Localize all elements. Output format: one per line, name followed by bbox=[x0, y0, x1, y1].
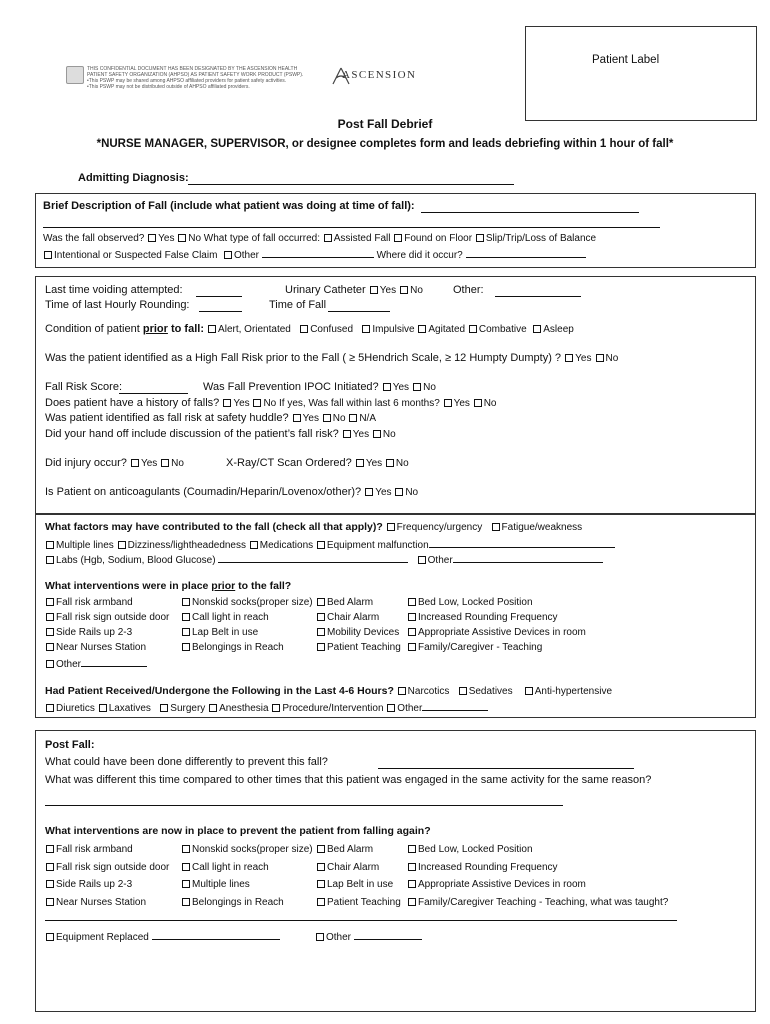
intervention-checkbox[interactable] bbox=[317, 628, 325, 636]
intervention-checkbox[interactable] bbox=[317, 898, 325, 906]
intervention-label: Appropriate Assistive Devices in room bbox=[418, 627, 586, 638]
other-label: Other bbox=[427, 555, 453, 566]
intervention-option[interactable] bbox=[181, 878, 250, 891]
equipment-replaced-checkbox[interactable] bbox=[46, 933, 54, 941]
intervention-checkbox[interactable] bbox=[182, 898, 190, 906]
anticoag-row bbox=[45, 486, 418, 499]
sedatives-label: Sedatives bbox=[468, 686, 513, 697]
patient-label-box bbox=[525, 26, 757, 121]
intervention-label: Increased Rounding Frequency bbox=[418, 861, 558, 873]
intervention-checkbox[interactable] bbox=[46, 613, 54, 621]
intervention-checkbox[interactable] bbox=[182, 863, 190, 871]
other-fall-type-checkbox[interactable] bbox=[224, 251, 232, 259]
intervention-checkbox[interactable] bbox=[317, 613, 325, 621]
intervention-checkbox[interactable] bbox=[182, 628, 190, 636]
equipment-field[interactable] bbox=[429, 537, 615, 548]
yes-label: Yes bbox=[575, 353, 592, 364]
history-row bbox=[45, 397, 497, 410]
equipment-checkbox[interactable] bbox=[317, 541, 325, 549]
risk-score-field[interactable] bbox=[119, 393, 188, 394]
intervention-checkbox[interactable] bbox=[408, 845, 416, 853]
no-label: No bbox=[483, 398, 497, 409]
where-occur-label: Where did it occur? bbox=[376, 250, 463, 261]
no-label: No bbox=[332, 413, 346, 424]
intervention-label: Fall risk sign outside door bbox=[56, 612, 170, 623]
huddle-yes-checkbox[interactable] bbox=[293, 414, 301, 422]
intervention-option[interactable] bbox=[45, 896, 146, 909]
surgery-label: Surgery bbox=[170, 703, 206, 714]
other-factor-field[interactable] bbox=[453, 552, 603, 563]
combative-checkbox[interactable] bbox=[469, 325, 477, 333]
now-in-place-label: What interventions are now in place to prevent the patient from falling again? bbox=[45, 825, 431, 837]
intervention-option[interactable] bbox=[181, 896, 284, 909]
ipoc-row bbox=[203, 381, 436, 394]
voiding-label: Last time voiding attempted: bbox=[45, 284, 183, 296]
received-row bbox=[45, 685, 612, 698]
intervention-checkbox[interactable] bbox=[317, 598, 325, 606]
catheter-other-field[interactable] bbox=[495, 296, 581, 297]
intervention-label: Fall risk armband bbox=[56, 597, 133, 608]
rounding-label: Time of last Hourly Rounding: bbox=[45, 299, 190, 311]
intervention-label: Lap Belt in use bbox=[192, 627, 259, 638]
intervention-label: Side Rails up 2-3 bbox=[56, 879, 133, 890]
within-6-yes-checkbox[interactable] bbox=[444, 399, 452, 407]
intervention-label: Bed Low, Locked Position bbox=[418, 844, 533, 855]
fatigue-label: Fatigue/weakness bbox=[501, 522, 583, 533]
intervention-checkbox[interactable] bbox=[46, 628, 54, 636]
other-label: Other bbox=[397, 703, 423, 714]
intervention-label: Bed Alarm bbox=[327, 597, 374, 608]
intervention-option[interactable] bbox=[45, 843, 133, 856]
equipment-label: Equipment malfunction bbox=[326, 540, 429, 551]
surgery-checkbox[interactable] bbox=[160, 704, 168, 712]
dizziness-checkbox[interactable] bbox=[118, 541, 126, 549]
intervention-option[interactable] bbox=[45, 611, 169, 624]
sedatives-checkbox[interactable] bbox=[459, 687, 467, 695]
intervention-checkbox[interactable] bbox=[317, 845, 325, 853]
intervention-label: Mobility Devices bbox=[327, 627, 400, 638]
intervention-checkbox[interactable] bbox=[408, 628, 416, 636]
fatigue-checkbox[interactable] bbox=[492, 523, 500, 531]
agitated-label: Agitated bbox=[428, 324, 466, 335]
injury-label: Did injury occur? bbox=[45, 457, 127, 469]
brief-description-label: Brief Description of Fall (include what patient was doing at time of fall): bbox=[43, 200, 415, 212]
other-now-checkbox[interactable] bbox=[316, 933, 324, 941]
intervention-option[interactable] bbox=[407, 611, 558, 624]
other-now-row bbox=[315, 929, 422, 944]
factors-label: What factors may have contributed to the fall (check all that apply)? bbox=[45, 521, 383, 533]
intervention-option[interactable] bbox=[181, 596, 313, 609]
intervention-option[interactable] bbox=[45, 861, 169, 874]
post-fall-label: Post Fall: bbox=[45, 739, 95, 751]
fall-observed-label: Was the fall observed? bbox=[43, 233, 145, 244]
intervention-checkbox[interactable] bbox=[408, 598, 416, 606]
yes-label: Yes bbox=[453, 398, 470, 409]
intervention-option[interactable] bbox=[316, 641, 401, 654]
found-on-floor-checkbox[interactable] bbox=[394, 234, 402, 242]
high-risk-row bbox=[45, 352, 618, 365]
intervention-label: Patient Teaching bbox=[327, 642, 401, 653]
slip-trip-checkbox[interactable] bbox=[476, 234, 484, 242]
medications-checkbox[interactable] bbox=[250, 541, 258, 549]
intervention-option[interactable] bbox=[407, 843, 533, 856]
yes-label: Yes bbox=[392, 382, 410, 393]
fall-type-label: No What type of fall occurred: bbox=[188, 233, 320, 244]
intervention-label: Nonskid socks(proper size) bbox=[192, 597, 313, 608]
huddle-na-checkbox[interactable] bbox=[349, 414, 357, 422]
diuretics-checkbox[interactable] bbox=[46, 704, 54, 712]
impulsive-checkbox[interactable] bbox=[362, 325, 370, 333]
equipment-replaced-label: Equipment Replaced bbox=[56, 932, 149, 943]
agitated-checkbox[interactable] bbox=[418, 325, 426, 333]
intervention-option[interactable] bbox=[316, 626, 399, 639]
intervention-label: Fall risk armband bbox=[56, 844, 133, 855]
intervention-checkbox[interactable] bbox=[317, 643, 325, 651]
yes-label: Yes bbox=[302, 413, 319, 424]
time-of-fall-field[interactable] bbox=[328, 311, 390, 312]
intervention-label: Bed Low, Locked Position bbox=[418, 597, 533, 608]
received-row2 bbox=[45, 700, 488, 715]
catheter-yes-checkbox[interactable] bbox=[370, 286, 378, 294]
intervention-option[interactable] bbox=[45, 641, 146, 654]
no-label: No bbox=[410, 285, 423, 296]
intervention-option[interactable] bbox=[316, 896, 401, 909]
confused-label: Confused bbox=[310, 324, 354, 335]
intervention-option[interactable] bbox=[407, 896, 668, 909]
other-received-field[interactable] bbox=[422, 700, 488, 711]
intervention-label: Nonskid socks(proper size) bbox=[192, 844, 313, 855]
intervention-option[interactable] bbox=[316, 878, 393, 891]
alert-checkbox[interactable] bbox=[208, 325, 216, 333]
intervention-option[interactable] bbox=[45, 878, 132, 891]
brief-description-field-line2[interactable] bbox=[43, 227, 660, 228]
other-prior-checkbox[interactable] bbox=[46, 660, 54, 668]
form-subtitle: *NURSE MANAGER, SUPERVISOR, or designee completes form and leads debriefing within 1 hour of fall* bbox=[96, 138, 674, 150]
interventions-prior-row bbox=[45, 580, 291, 593]
intervention-checkbox[interactable] bbox=[317, 863, 325, 871]
intervention-label: Bed Alarm bbox=[327, 844, 374, 855]
intentional-checkbox[interactable] bbox=[44, 251, 52, 259]
labs-checkbox[interactable] bbox=[46, 556, 54, 564]
catheter-no-checkbox[interactable] bbox=[400, 286, 408, 294]
intervention-checkbox[interactable] bbox=[408, 880, 416, 888]
xray-row bbox=[226, 457, 409, 470]
risk-score-label: Fall Risk Score: bbox=[45, 381, 123, 393]
factors-row2 bbox=[45, 537, 615, 552]
intervention-option[interactable] bbox=[407, 861, 558, 874]
xray-yes-checkbox[interactable] bbox=[356, 459, 364, 467]
handoff-label: Did your hand off include discussion of the patient’s fall risk? bbox=[45, 428, 339, 440]
intervention-option[interactable] bbox=[45, 596, 133, 609]
no-label: No bbox=[423, 382, 436, 393]
laxatives-checkbox[interactable] bbox=[99, 704, 107, 712]
notice-line: PATIENT SAFETY ORGANIZATION (AHPSO) AS PATIENT SAFETY WORK PRODUCT (PSWP). bbox=[87, 72, 304, 78]
yes-label: Yes bbox=[375, 487, 392, 498]
other-fall-type-field[interactable] bbox=[262, 247, 374, 258]
huddle-no-checkbox[interactable] bbox=[323, 414, 331, 422]
slip-trip-label: Slip/Trip/Loss of Balance bbox=[485, 233, 597, 244]
brand-name: ASCENSION bbox=[342, 69, 417, 81]
ipoc-label: Was Fall Prevention IPOC Initiated? bbox=[203, 381, 379, 393]
yes-label: Yes bbox=[352, 429, 370, 440]
intervention-option[interactable] bbox=[407, 878, 586, 891]
no-label: No bbox=[405, 487, 419, 498]
intentional-label: Intentional or Suspected False Claim bbox=[54, 250, 218, 261]
assisted-fall-label: Assisted Fall bbox=[333, 233, 391, 244]
catheter-label: Urinary Catheter bbox=[285, 284, 366, 296]
intervention-option[interactable] bbox=[316, 843, 373, 856]
anesthesia-label: Anesthesia bbox=[219, 703, 269, 714]
other-prior-row bbox=[45, 656, 147, 671]
intervention-checkbox[interactable] bbox=[408, 613, 416, 621]
xray-label: X-Ray/CT Scan Ordered? bbox=[226, 457, 352, 469]
other-factor-checkbox[interactable] bbox=[418, 556, 426, 564]
laxatives-label: Laxatives bbox=[108, 703, 151, 714]
handoff-no-checkbox[interactable] bbox=[373, 430, 381, 438]
condition-label: Condition of patient bbox=[45, 323, 140, 335]
brief-description-field[interactable] bbox=[421, 212, 639, 213]
intervention-option[interactable] bbox=[181, 611, 269, 624]
narcotics-label: Narcotics bbox=[407, 686, 450, 697]
frequency-label: Frequency/urgency bbox=[396, 522, 483, 533]
no-label: No bbox=[382, 429, 396, 440]
equipment-replaced-row bbox=[45, 929, 280, 944]
factors-row bbox=[45, 521, 582, 534]
to-fall-label: to the fall? bbox=[238, 580, 292, 592]
other-label: Other bbox=[326, 932, 352, 943]
intervention-checkbox[interactable] bbox=[46, 845, 54, 853]
catheter-other-label: Other: bbox=[453, 284, 484, 296]
yes-label: Yes bbox=[365, 458, 383, 469]
teaching-field[interactable] bbox=[45, 920, 677, 921]
differently-label: What could have been done differently to prevent this fall? bbox=[45, 756, 328, 768]
intervention-checkbox[interactable] bbox=[408, 643, 416, 651]
what-different-field[interactable] bbox=[45, 805, 563, 806]
antihypertensive-checkbox[interactable] bbox=[525, 687, 533, 695]
found-on-floor-label: Found on Floor bbox=[404, 233, 473, 244]
intervention-checkbox[interactable] bbox=[46, 898, 54, 906]
injury-yes-checkbox[interactable] bbox=[131, 459, 139, 467]
impulsive-label: Impulsive bbox=[372, 324, 415, 335]
yes-label: Yes bbox=[233, 398, 250, 409]
yes-label: Yes bbox=[158, 233, 175, 244]
injury-no-checkbox[interactable] bbox=[161, 459, 169, 467]
frequency-checkbox[interactable] bbox=[387, 523, 395, 531]
labs-label: Labs (Hgb, Sodium, Blood Glucose) bbox=[56, 555, 216, 566]
intervention-option[interactable] bbox=[181, 861, 269, 874]
intervention-label: Family/Caregiver - Teaching bbox=[418, 642, 543, 653]
time-of-fall-label: Time of Fall bbox=[269, 299, 327, 311]
labs-field[interactable] bbox=[218, 552, 408, 563]
combative-label: Combative bbox=[478, 324, 527, 335]
rounding-field[interactable] bbox=[199, 311, 242, 312]
narcotics-checkbox[interactable] bbox=[398, 687, 406, 695]
intervention-checkbox[interactable] bbox=[46, 598, 54, 606]
intervention-checkbox[interactable] bbox=[46, 880, 54, 888]
prior-label: prior bbox=[211, 580, 236, 592]
procedure-label: Procedure/Intervention bbox=[282, 703, 384, 714]
history-no-checkbox[interactable] bbox=[253, 399, 261, 407]
intervention-option[interactable] bbox=[181, 843, 313, 856]
intervention-checkbox[interactable] bbox=[46, 863, 54, 871]
where-occur-field[interactable] bbox=[466, 247, 586, 258]
ascension-logo bbox=[330, 66, 417, 86]
anticoag-label: Is Patient on anticoagulants (Coumadin/Heparin/Lovenox/other)? bbox=[45, 486, 362, 498]
form-title: Post Fall Debrief bbox=[337, 117, 433, 131]
observed-no-checkbox[interactable] bbox=[178, 234, 186, 242]
intervention-checkbox[interactable] bbox=[182, 845, 190, 853]
ipoc-yes-checkbox[interactable] bbox=[383, 383, 391, 391]
what-different-label: What was different this time compared to other times that this patient was engaged in the same activity for the same reason? bbox=[45, 774, 652, 786]
intervention-label: Belongings in Reach bbox=[192, 642, 284, 653]
history-yes-checkbox[interactable] bbox=[223, 399, 231, 407]
medications-label: Medications bbox=[259, 540, 314, 551]
other-now-field[interactable] bbox=[354, 929, 422, 940]
fall-type-row2 bbox=[43, 247, 586, 262]
anesthesia-checkbox[interactable] bbox=[209, 704, 217, 712]
observed-yes-checkbox[interactable] bbox=[148, 234, 156, 242]
interventions-label: What interventions were in place bbox=[45, 580, 209, 592]
yes-label: Yes bbox=[140, 458, 158, 469]
confused-checkbox[interactable] bbox=[300, 325, 308, 333]
injury-row bbox=[45, 457, 184, 470]
intervention-checkbox[interactable] bbox=[182, 880, 190, 888]
handoff-row bbox=[45, 428, 396, 441]
intervention-label: Appropriate Assistive Devices in room bbox=[418, 879, 586, 890]
intervention-option[interactable] bbox=[45, 626, 132, 639]
within-6-no-checkbox[interactable] bbox=[474, 399, 482, 407]
within-6-months-label: No If yes, Was fall within last 6 months? bbox=[263, 398, 440, 409]
differently-field[interactable] bbox=[378, 768, 634, 769]
diuretics-label: Diuretics bbox=[56, 703, 95, 714]
intervention-label: Increased Rounding Frequency bbox=[418, 612, 558, 623]
no-label: No bbox=[171, 458, 184, 469]
anticoag-no-checkbox[interactable] bbox=[395, 488, 403, 496]
notice-line: THIS CONFIDENTIAL DOCUMENT HAS BEEN DESIGNATED BY THE ASCENSION HEALTH bbox=[87, 66, 298, 72]
to-fall-label: to fall: bbox=[170, 323, 204, 335]
intervention-label: Fall risk sign outside door bbox=[56, 861, 170, 873]
intervention-label: Call light in reach bbox=[192, 861, 269, 873]
prior-label: prior bbox=[142, 323, 168, 335]
intervention-label: Family/Caregiver Teaching - Teaching, what was taught? bbox=[418, 896, 669, 908]
intervention-option[interactable] bbox=[407, 641, 542, 654]
assisted-fall-checkbox[interactable] bbox=[324, 234, 332, 242]
intervention-option[interactable] bbox=[316, 611, 379, 624]
intervention-label: Near Nurses Station bbox=[56, 896, 147, 908]
other-received-checkbox[interactable] bbox=[387, 704, 395, 712]
intervention-label: Patient Teaching bbox=[327, 896, 401, 908]
intervention-label: Side Rails up 2-3 bbox=[56, 627, 133, 638]
high-risk-yes-checkbox[interactable] bbox=[565, 354, 573, 362]
no-label: No bbox=[605, 353, 619, 364]
intervention-checkbox[interactable] bbox=[182, 643, 190, 651]
condition-row bbox=[45, 323, 574, 336]
other-prior-field[interactable] bbox=[81, 656, 147, 667]
procedure-checkbox[interactable] bbox=[272, 704, 280, 712]
intervention-option[interactable] bbox=[407, 596, 533, 609]
intervention-label: Chair Alarm bbox=[327, 861, 380, 873]
ahpso-seal-icon bbox=[66, 66, 84, 84]
admitting-diagnosis-label: Admitting Diagnosis: bbox=[78, 172, 189, 184]
intervention-label: Lap Belt in use bbox=[327, 879, 394, 890]
asleep-checkbox[interactable] bbox=[533, 325, 541, 333]
ipoc-no-checkbox[interactable] bbox=[413, 383, 421, 391]
huddle-label: Was patient identified as fall risk at safety huddle? bbox=[45, 412, 289, 424]
intervention-checkbox[interactable] bbox=[408, 863, 416, 871]
asleep-label: Asleep bbox=[543, 324, 574, 335]
anticoag-yes-checkbox[interactable] bbox=[365, 488, 373, 496]
history-label: Does patient have a history of falls? bbox=[45, 397, 220, 409]
equipment-replaced-field[interactable] bbox=[152, 929, 280, 940]
antihypertensive-label: Anti-hypertensive bbox=[534, 686, 613, 697]
dizziness-label: Dizziness/lightheadedness bbox=[127, 540, 246, 551]
no-label: No bbox=[395, 458, 409, 469]
factors-row3 bbox=[45, 552, 603, 567]
voiding-field[interactable] bbox=[196, 296, 242, 297]
intervention-option[interactable] bbox=[407, 626, 586, 639]
intervention-label: Multiple lines bbox=[192, 879, 250, 890]
intervention-option[interactable] bbox=[316, 596, 373, 609]
intervention-option[interactable] bbox=[181, 626, 258, 639]
intervention-checkbox[interactable] bbox=[46, 643, 54, 651]
intervention-checkbox[interactable] bbox=[408, 898, 416, 906]
catheter-row bbox=[285, 284, 423, 297]
fall-observed-row bbox=[43, 232, 596, 245]
multiple-lines-checkbox[interactable] bbox=[46, 541, 54, 549]
notice-line: •This PSWP may be shared among AHPSO affiliated providers for patient safety activities. bbox=[87, 78, 287, 84]
na-label: N/A bbox=[359, 413, 376, 424]
received-label: Had Patient Received/Undergone the Following in the Last 4-6 Hours? bbox=[45, 685, 394, 697]
intervention-option[interactable] bbox=[316, 861, 379, 874]
intervention-label: Near Nurses Station bbox=[56, 642, 147, 653]
high-risk-no-checkbox[interactable] bbox=[596, 354, 604, 362]
xray-no-checkbox[interactable] bbox=[386, 459, 394, 467]
handoff-yes-checkbox[interactable] bbox=[343, 430, 351, 438]
alert-label: Alert, Orientated bbox=[218, 324, 291, 335]
high-risk-label: Was the patient identified as a High Fall Risk prior to the Fall ( ≥ 5Hendrich Scale, ≥ 12 Humpty Dumpty) ? bbox=[45, 352, 562, 364]
intervention-checkbox[interactable] bbox=[182, 613, 190, 621]
other-label: Other bbox=[56, 659, 82, 670]
intervention-checkbox[interactable] bbox=[317, 880, 325, 888]
yes-label: Yes bbox=[379, 285, 397, 296]
intervention-label: Chair Alarm bbox=[327, 612, 380, 623]
intervention-option[interactable] bbox=[181, 641, 284, 654]
admitting-diagnosis-field[interactable] bbox=[188, 184, 514, 185]
huddle-row bbox=[45, 412, 376, 425]
patient-label: Patient Label bbox=[592, 54, 660, 66]
intervention-label: Belongings in Reach bbox=[192, 896, 284, 908]
other-label: Other bbox=[233, 250, 259, 261]
notice-line: •This PSWP may not be distributed outside of AHPSO affiliated providers. bbox=[87, 84, 250, 90]
intervention-label: Call light in reach bbox=[192, 612, 269, 623]
multiple-lines-label: Multiple lines bbox=[56, 540, 114, 551]
intervention-checkbox[interactable] bbox=[182, 598, 190, 606]
